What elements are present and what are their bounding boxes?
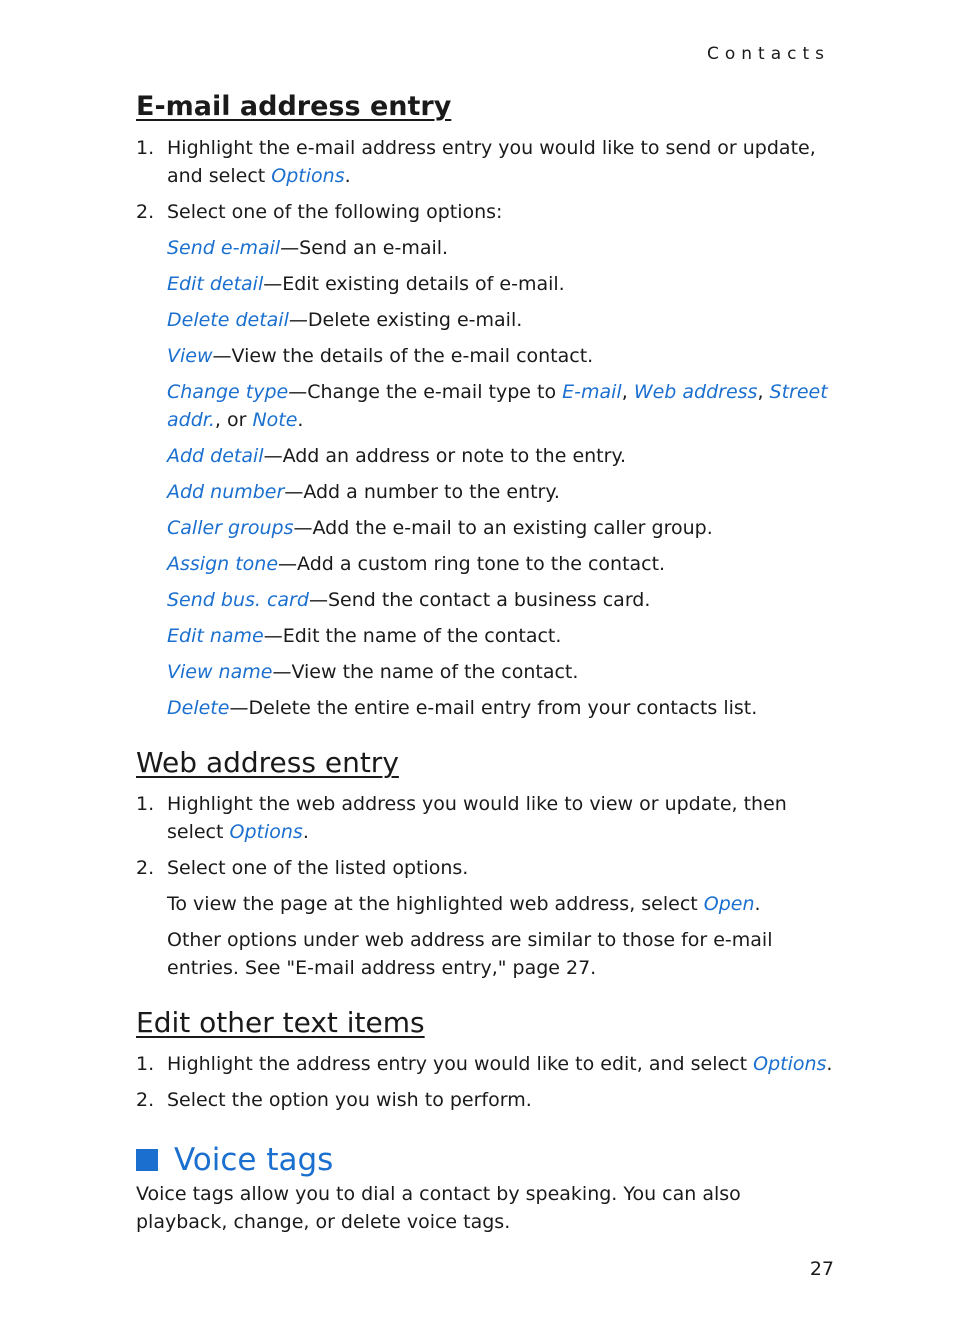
option-label: Delete detail <box>167 309 289 331</box>
option-desc: —Delete the entire e-mail entry from your contacts list. <box>229 697 758 719</box>
option-link: Open <box>703 893 755 915</box>
web-step-2 <box>136 854 836 882</box>
option-label: Send bus. card <box>167 589 309 611</box>
option-desc: —Add an address or note to the entry. <box>263 445 627 467</box>
email-section-title: E-mail address entry <box>136 91 452 122</box>
type-note: Note <box>252 409 298 431</box>
option-item <box>136 622 836 650</box>
step-text: Select one of the listed options. <box>167 857 469 879</box>
option-desc: —View the details of the e-mail contact. <box>212 345 594 367</box>
type-email: E-mail <box>562 381 622 403</box>
option-label: Delete <box>167 697 230 719</box>
option-label: Add detail <box>167 445 264 467</box>
edit-section-title: Edit other text items <box>136 1006 425 1039</box>
step-number: 1. <box>136 793 155 815</box>
step-number: 2. <box>136 1089 155 1111</box>
option-label: Assign tone <box>167 553 279 575</box>
edit-step-2 <box>136 1086 836 1114</box>
option-label: Edit name <box>167 625 264 647</box>
step-number: 1. <box>136 137 155 159</box>
step-text: Highlight the e-mail address entry you would like to send or update, and select <box>167 137 816 187</box>
email-step-2 <box>136 198 836 226</box>
step-text: Select the option you wish to perform. <box>167 1089 532 1111</box>
option-item <box>136 658 836 686</box>
option-item <box>136 586 836 614</box>
option-desc: —Delete existing e-mail. <box>288 309 523 331</box>
step-number: 2. <box>136 201 155 223</box>
voice-tags-title: Voice tags <box>174 1142 334 1178</box>
step-text: Highlight the address entry you would like to edit, and select <box>167 1053 754 1075</box>
option-link: Options <box>753 1053 827 1075</box>
step-number: 1. <box>136 1053 155 1075</box>
option-label: View <box>167 345 213 367</box>
type-street-addr: Street addr. <box>167 381 828 431</box>
step-text: Highlight the web address you would like to view or update, then select <box>167 793 787 843</box>
option-desc: —Send the contact a business card. <box>308 589 651 611</box>
web-note-open: To view the page at the highlighted web address, select Open. <box>167 893 761 915</box>
step-text: Select one of the following options: <box>167 201 503 223</box>
option-label: Add number <box>167 481 285 503</box>
option-item <box>136 270 836 298</box>
web-step-1: 1. Highlight the web address you would like to view or update, then select Options. <box>136 790 836 846</box>
option-item <box>136 478 836 506</box>
option-item <box>136 342 836 370</box>
step-number: 2. <box>136 857 155 879</box>
option-label: Send e-mail <box>167 237 281 259</box>
option-desc: —Add the e-mail to an existing caller group. <box>293 517 713 539</box>
page-content <box>136 88 836 1236</box>
web-section-title: Web address entry <box>136 746 399 779</box>
option-item <box>136 306 836 334</box>
web-note-other: Other options under web address are similar to those for e-mail entries. See "E-mail address entry," page 27. <box>167 929 773 979</box>
option-desc: —Send an e-mail. <box>280 237 449 259</box>
option-item <box>136 550 836 578</box>
running-header: Contacts <box>707 44 830 64</box>
option-item <box>136 514 836 542</box>
option-label: View name <box>167 661 273 683</box>
option-link: Options <box>229 821 303 843</box>
option-desc: —Add a number to the entry. <box>284 481 560 503</box>
option-item <box>136 694 836 722</box>
option-desc: —Add a custom ring tone to the contact. <box>278 553 666 575</box>
option-item-change-type: Change type—Change the e-mail type to E-mail, Web address, Street addr., or Note. <box>167 381 828 431</box>
option-link: Options <box>271 165 345 187</box>
voice-tags-text: Voice tags allow you to dial a contact by speaking. You can also playback, change, or delete voice tags. <box>136 1183 741 1233</box>
page-number: 27 <box>809 1258 834 1280</box>
section-square-icon <box>136 1149 158 1171</box>
edit-step-1: 1. Highlight the address entry you would like to edit, and select Options. <box>136 1050 836 1078</box>
option-desc: —Edit existing details of e-mail. <box>263 273 565 295</box>
option-desc: —Edit the name of the contact. <box>263 625 562 647</box>
option-item <box>136 442 836 470</box>
option-item <box>136 234 836 262</box>
voice-tags-heading <box>136 1140 836 1180</box>
type-web-address: Web address <box>633 381 758 403</box>
option-label: Change type <box>167 381 289 403</box>
option-label: Edit detail <box>167 273 264 295</box>
email-step-1: 1. Highlight the e-mail address entry you would like to send or update, and select Options. <box>136 134 836 190</box>
option-desc: —View the name of the contact. <box>272 661 579 683</box>
option-label: Caller groups <box>167 517 294 539</box>
